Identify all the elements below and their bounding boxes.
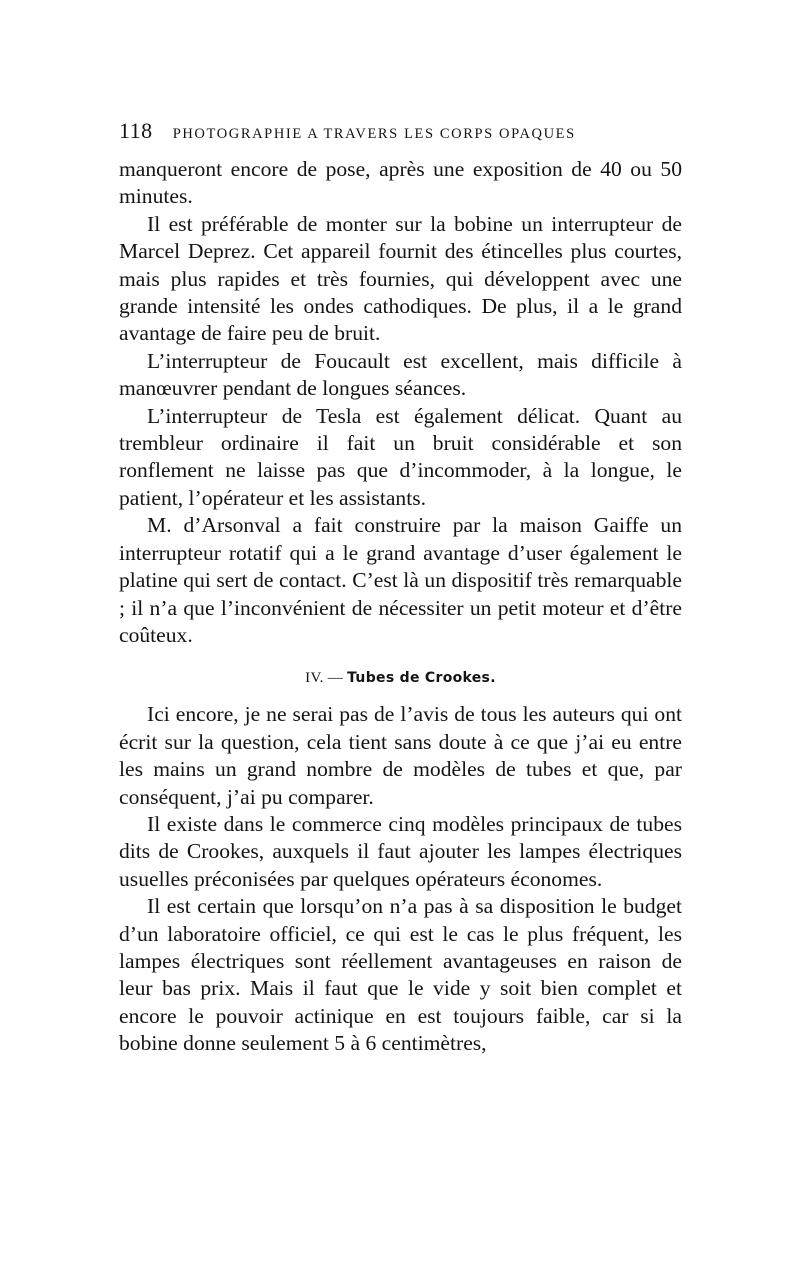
paragraph-tesla: L’interrupteur de Tesla est également délicat. Quant au trembleur ordinaire il fait un bruit considérable et son ronflement ne laisse pas que d’incommoder, à la longue, le patient, l’opérateur et les assistants. [119, 403, 682, 510]
section-title: Tubes de Crookes. [347, 670, 496, 687]
paragraph-foucault: L’interrupteur de Foucault est excellent, mais difficile à manœuvrer pendant de longues séances. [119, 348, 682, 401]
section-number: IV. — [305, 670, 344, 687]
paragraph-deprez: Il est préférable de monter sur la bobine un interrupteur de Marcel Deprez. Cet appareil fournit des étincelles plus courtes, mais plus rapides et très fournies, qui développent avec une grande intensité les ondes cathodiques. De plus, il a le grand avantage de faire peu de bruit. [119, 211, 682, 346]
page-header [119, 118, 689, 148]
section-heading [119, 667, 682, 689]
paragraph-continued: manqueront encore de pose, après une exposition de 40 ou 50 minutes. [119, 157, 682, 209]
paragraph-lampes: Il est certain que lorsqu’on n’a pas à sa disposition le budget d’un laboratoire officiel, ce qui est le cas le plus fréquent, les lampes électriques sont réellement avantageuses en raison de leur bas prix. Mais il faut que le vide y soit bien complet et encore le pouvoir actinique en est toujours faible, car si la bobine donne seulement 5 à 6 centimètres, [119, 894, 682, 1056]
running-title: PHOTOGRAPHIE A TRAVERS LES CORPS OPAQUES [172, 126, 576, 142]
page-number: 118 [119, 118, 153, 143]
paragraph-modeles: Il existe dans le commerce cinq modèles principaux de tubes dits de Crookes, auxquels il faut ajouter les lampes électriques usuelles préconisées par quelques opérateurs économes. [119, 811, 682, 891]
page-body [119, 156, 682, 1058]
paragraph-ici-encore: Ici encore, je ne serai pas de l’avis de tous les auteurs qui ont écrit sur la question, cela tient sans doute à ce que j’ai eu entre les mains un grand nombre de modèles de tubes et que, par conséquent, j’ai pu comparer. [119, 702, 682, 809]
paragraph-arsonval: M. d’Arsonval a fait construire par la maison Gaiffe un interrupteur rotatif qui a le grand avantage d’user également le platine qui sert de contact. C’est là un dispositif très remarquable ; il n’a que l’inconvénient de nécessiter un petit moteur et d’être coûteux. [119, 513, 682, 647]
